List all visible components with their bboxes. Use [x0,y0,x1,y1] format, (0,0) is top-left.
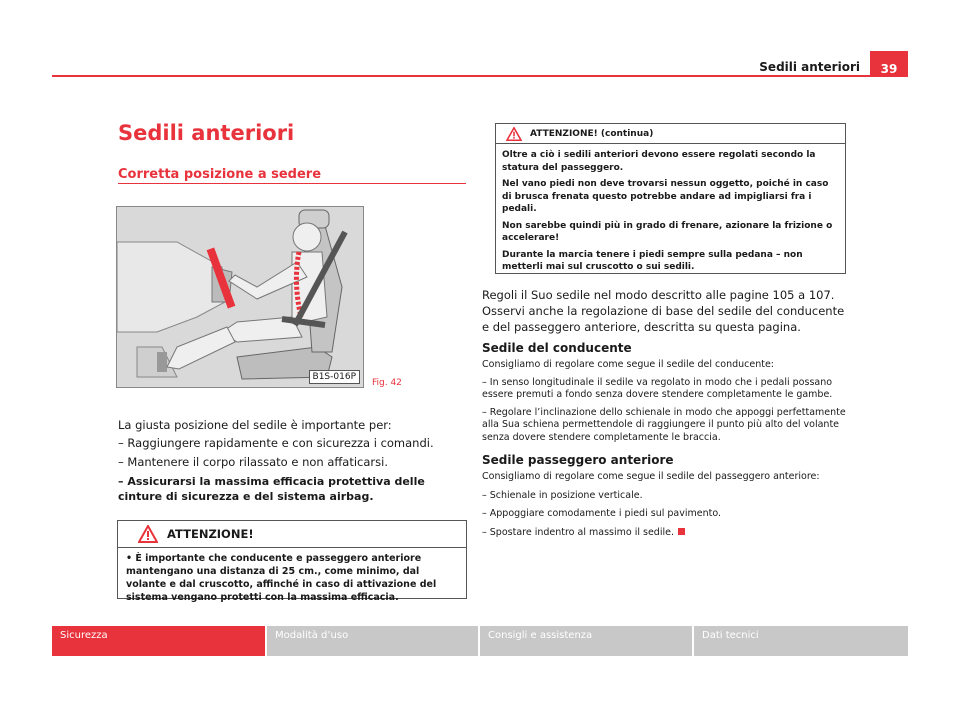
driver-seat-intro: Consigliamo di regolare come segue il sedile del conducente: [482,359,774,370]
list-item: – Mantenere il corpo rilassato e non affaticarsi. [118,455,388,469]
section-rule [118,183,466,184]
passenger-seat-heading: Sedile passeggero anteriore [482,453,674,467]
footer-tab-label: Dati tecnici [702,630,759,641]
warning-header [118,521,466,548]
list-item: – Appoggiare comodamente i piedi sul pavimento. [482,508,722,519]
list-item: – Regolare l’inclinazione dello schienale in modo che appoggi perfettamente alla Sua schiena permettendole di raggiungere il punto più alto del volante senza dovere stendere completamente le braccia. [482,406,846,443]
warning-paragraph: Non sarebbe quindi più in grado di frenare, azionare la frizione o accelerare! [502,220,833,243]
warning-header [496,124,845,144]
footer-tab-consigli-assistenza[interactable] [480,626,692,656]
warning-paragraph: Nel vano piedi non deve trovarsi nessun oggetto, poiché in caso di brusca frenata questo potrebbe andare ad impigliarsi fra i pedali. [502,179,829,214]
driver-seat-heading: Sedile del conducente [482,341,632,355]
list-item-bold: – Assicurarsi la massima efficacia protettiva delle cinture di sicurezza e del sistema airbag. [118,475,425,503]
passenger-seat-intro: Consigliamo di regolare come segue il sedile del passeggero anteriore: [482,471,820,482]
warning-box [117,520,467,603]
footer-tab-dati-tecnici[interactable] [694,626,908,656]
section-heading: Corretta posizione a sedere [118,167,322,182]
warning-triangle-icon [506,127,522,141]
footer-tab-sicurezza[interactable] [52,626,265,656]
footer-tab-label: Modalità d’uso [275,630,349,641]
list-item: – Raggiungere rapidamente e con sicurezza i comandi. [118,436,434,450]
footer-tab-label: Consigli e assistenza [488,630,593,641]
warning-paragraph: Durante la marcia tenere i piedi sempre sulla pedana – non metterli mai sul cruscotto o sui sedili. [502,249,803,272]
figure-caption: Fig. 42 [372,378,402,388]
figure-label: B1S-016P [309,370,360,384]
footer-tab-modalita-duso[interactable] [267,626,478,656]
seating-position-figure [116,206,364,388]
list-item: – In senso longitudinale il sedile va regolato in modo che i pedali possano essere premuti a fondo senza dovere stendere completamente le gambe. [482,376,833,400]
warning-title: ATTENZIONE! [167,527,254,541]
warning-text: • È importante che conducente e passeggero anteriore mantengano una distanza di 25 cm., come minimo, dal volante e dal cruscotto, affinché in caso di attivazione del sistema vengano protetti con la massima efficacia. [126,553,437,603]
warning-paragraph: Oltre a ciò i sedili anteriori devono essere regolati secondo la statura del passeggero. [502,150,816,173]
list-item: – Schienale in posizione verticale. [482,489,643,501]
page-title: Sedili anteriori [118,121,295,145]
running-header-title: Sedili anteriori [759,60,860,74]
list-item-text: – Spostare indentro al massimo il sedile. [482,526,674,538]
intro-paragraph: Regoli il Suo sedile nel modo descritto alle pagine 105 a 107. Osservi anche la regolazione di base del sedile del conducente e del passeggero anteriore, descritta su questa pagina. [482,288,845,334]
right-body [482,287,852,539]
warning-triangle-icon [138,525,158,543]
header-rule [52,75,870,77]
list-item [482,527,852,540]
intro-text: La giusta posizione del sedile è importante per: [118,418,392,432]
end-of-section-icon [678,528,685,535]
warning-title: ATTENZIONE! (continua) [530,128,654,139]
page-number: 39 [870,51,908,77]
warning-box-continued [495,123,846,274]
warning-paragraphs [496,144,845,274]
footer-tab-label: Sicurezza [60,630,108,641]
seated-driver-illustration [117,207,363,387]
